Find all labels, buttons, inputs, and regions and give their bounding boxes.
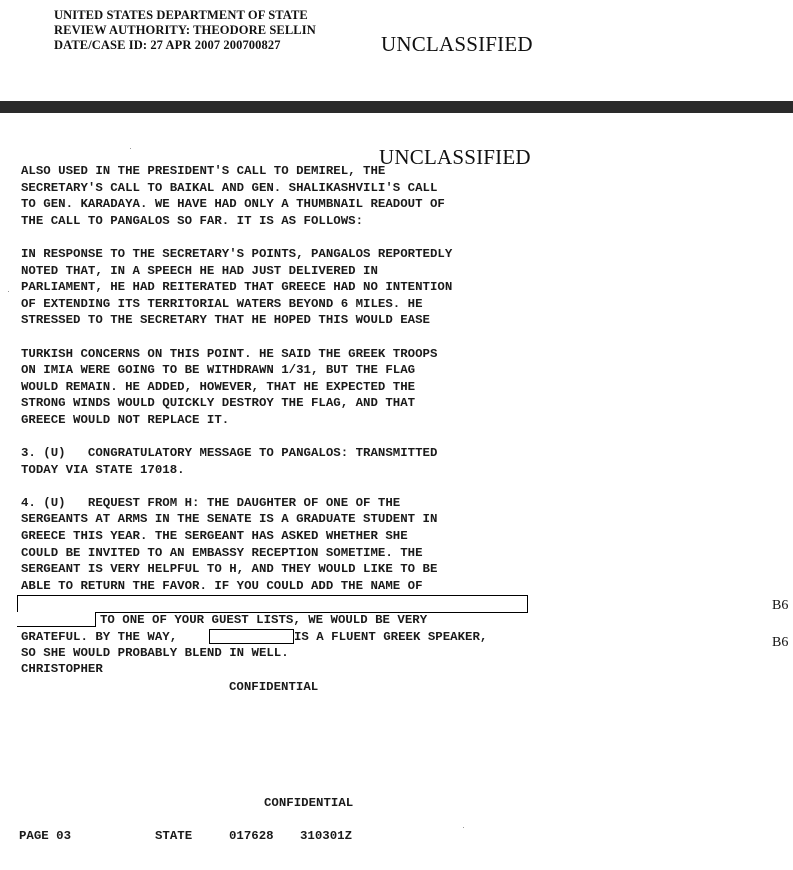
confidential-marking-1: CONFIDENTIAL xyxy=(229,680,319,694)
exemption-code-b6-2: B6 xyxy=(772,635,789,650)
scan-speck xyxy=(130,148,131,149)
redaction-box-person xyxy=(209,629,294,644)
scan-speck xyxy=(463,827,464,828)
scan-speck xyxy=(8,291,9,292)
scan-edge-bar xyxy=(0,101,793,113)
header-classification: UNCLASSIFIED xyxy=(381,32,533,56)
redaction-box-name xyxy=(17,595,528,613)
cable-body-text: ALSO USED IN THE PRESIDENT'S CALL TO DEMIREL, THE SECRETARY'S CALL TO BAIKAL AND GEN. SHALIKASHVILI'S CALL TO GEN. KARADAYA. WE HAVE HAD ONLY A THUMBNAIL READOUT OF THE CALL TO PANGALOS SO FAR. IT IS AS FOLLOWS: IN RESPONSE TO THE SECRETARY'S POINTS, PANGALOS REPORTEDLY NOTED THAT, IN A SPEECH HE HAD JUST DELIVERED IN PARLIAMENT, HE HAD REITERATED THAT GREECE HAD NO INTENTION OF EXTENDING ITS TERRITORIAL WATERS BEYOND 6 MILES. HE STRESSED TO THE SECRETARY THAT HE HOPED THIS WOULD EASE TURKISH CONCERNS ON THIS POINT. HE SAID THE GREEK TROOPS ON IMIA WERE GOING TO BE WITHDRAWN 1/31, BUT THE FLAG WOULD REMAIN. HE ADDED, HOWEVER, THAT HE EXPECTED THE STRONG WINDS WOULD QUICKLY DESTROY THE FLAG, AND THAT GREECE WOULD NOT REPLACE IT. 3. (U) CONGRATULATORY MESSAGE TO PANGALOS: TRANSMITTED TODAY VIA STATE 17018. 4. (U) REQUEST FROM H: THE DAUGHTER OF ONE OF THE SERGEANTS AT ARMS IN THE SENATE IS A GRADUATE STUDENT IN GREECE THIS YEAR. THE SERGEANT HAS ASKED WHETHER SHE COULD BE INVITED TO AN EMBASSY RECEPTION SOMETIME. THE SERGEANT IS VERY HELPFUL TO H, AND THEY WOULD LIKE TO BE ABLE TO RETURN THE FAVOR. IF YOU COULD ADD THE NAME OF xyxy=(21,164,453,593)
footer-state-label: STATE xyxy=(155,829,193,843)
confidential-marking-2: CONFIDENTIAL xyxy=(264,796,354,810)
footer-page-number: PAGE 03 xyxy=(19,829,72,843)
cable-line-fluent-greek: IS A FLUENT GREEK SPEAKER, xyxy=(294,630,488,644)
footer-doc-number: 017628 xyxy=(229,829,274,843)
cable-line-blend: SO SHE WOULD PROBABLY BLEND IN WELL. xyxy=(21,646,289,660)
header-agency: UNITED STATES DEPARTMENT OF STATE xyxy=(54,8,308,22)
body-classification: UNCLASSIFIED xyxy=(379,145,531,169)
cable-line-guest-lists: TO ONE OF YOUR GUEST LISTS, WE WOULD BE VERY xyxy=(100,613,428,627)
header-review-authority: REVIEW AUTHORITY: THEODORE SELLIN xyxy=(54,23,316,37)
header-date-case: DATE/CASE ID: 27 APR 2007 200700827 xyxy=(54,38,281,52)
declassification-header xyxy=(54,8,316,53)
redaction-box-name-tail xyxy=(17,612,96,627)
signature-christopher: CHRISTOPHER xyxy=(21,662,103,676)
exemption-code-b6-1: B6 xyxy=(772,598,789,613)
footer-timestamp: 310301Z xyxy=(300,829,353,843)
cable-line-grateful: GRATEFUL. BY THE WAY, xyxy=(21,630,178,644)
